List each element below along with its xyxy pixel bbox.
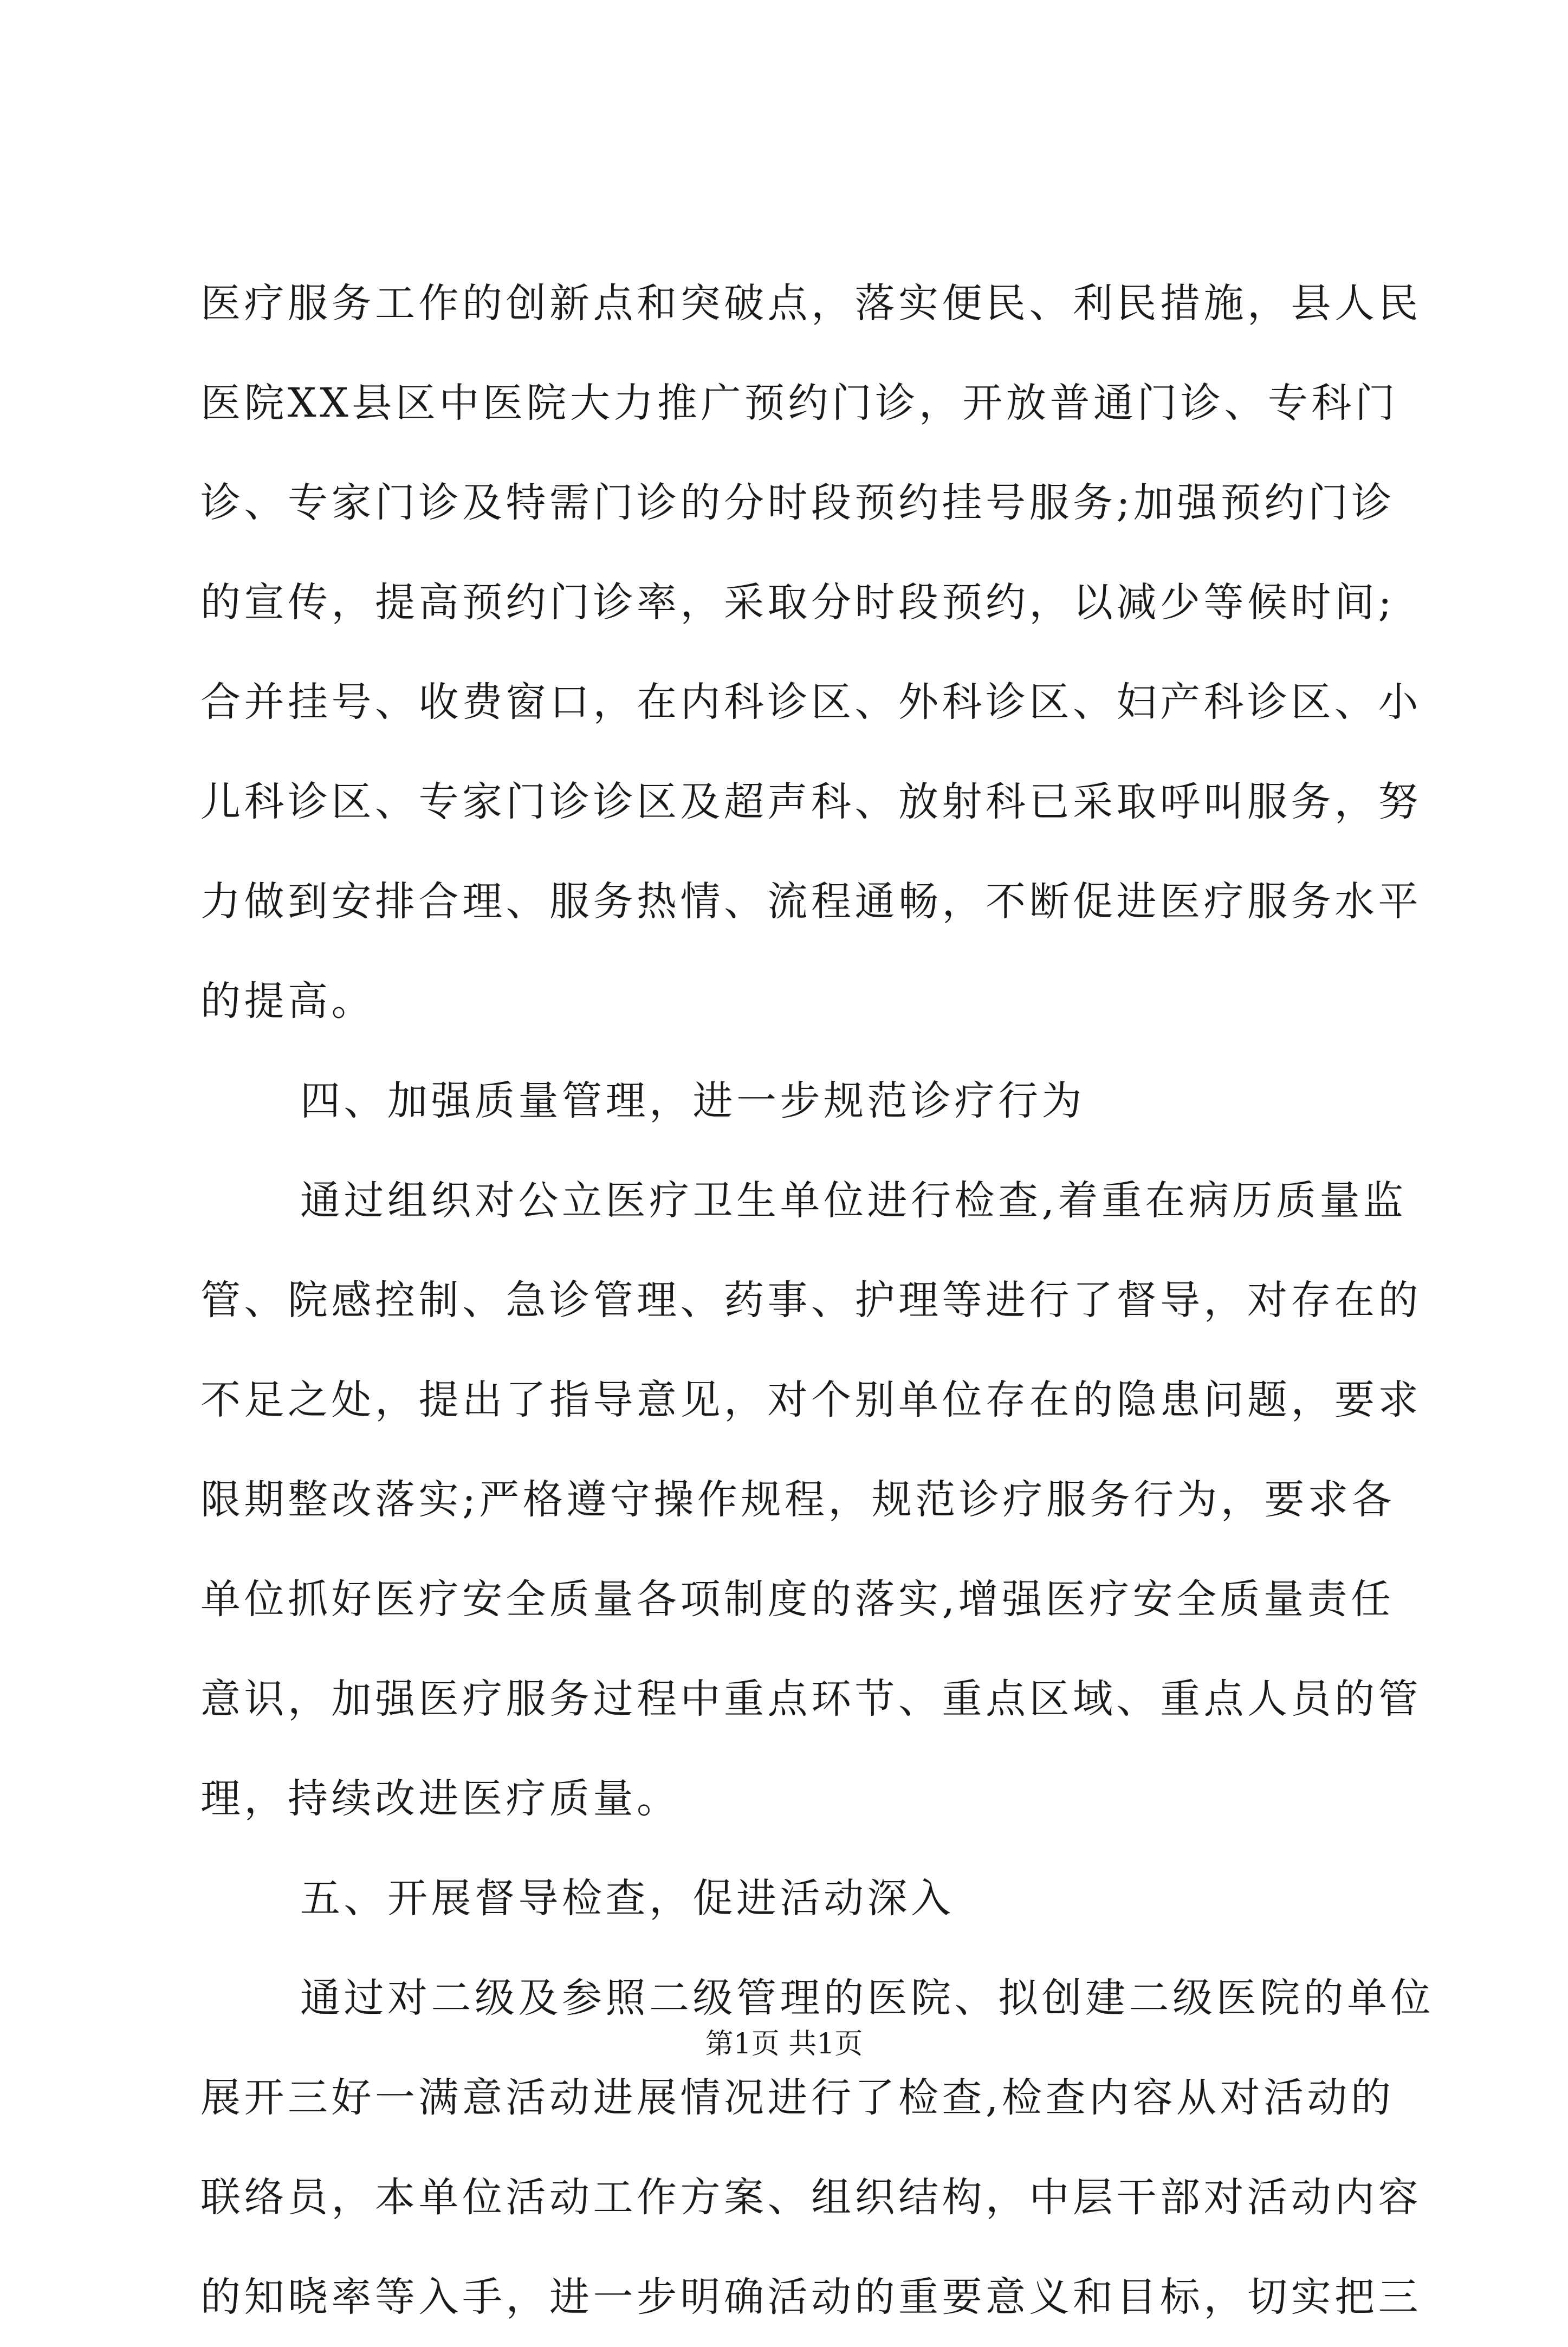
section-heading: 五、开展督导检查，促进活动深入 xyxy=(300,1875,955,1922)
text-line: 的宣传，提高预约门诊率，采取分时段预约，以减少等候时间; xyxy=(200,579,1395,626)
text-line: 通过组织对公立医疗卫生单位进行检查,着重在病历质量监 xyxy=(300,1177,1407,1224)
text-line: 单位抓好医疗安全质量各项制度的落实,增强医疗安全质量责任 xyxy=(200,1576,1395,1623)
text-line: 意识，加强医疗服务过程中重点环节、重点区域、重点人员的管 xyxy=(200,1676,1422,1722)
text-line: 诊、专家门诊及特需门诊的分时段预约挂号服务;加强预约门诊 xyxy=(200,479,1395,526)
section-heading: 四、加强质量管理，进一步规范诊疗行为 xyxy=(300,1078,1085,1124)
text-line: 限期整改落实;严格遵守操作规程，规范诊疗服务行为，要求各 xyxy=(200,1476,1395,1523)
text-line: 展开三好一满意活动进展情况进行了检查,检查内容从对活动的 xyxy=(200,2074,1395,2121)
text-line: 管、院感控制、急诊管理、药事、护理等进行了督导，对存在的 xyxy=(200,1277,1422,1324)
text-line: 不足之处，提出了指导意见，对个别单位存在的隐患问题，要求 xyxy=(200,1377,1422,1423)
text-line: 医院XX县区中医院大力推广预约门诊，开放普通门诊、专科门 xyxy=(200,380,1399,426)
text-line: 的知晓率等入手，进一步明确活动的重要意义和目标，切实把三 xyxy=(200,2274,1422,2320)
text-line: 儿科诊区、专家门诊诊区及超声科、放射科已采取呼叫服务，努 xyxy=(200,779,1422,825)
text-line: 力做到安排合理、服务热情、流程通畅，不断促进医疗服务水平 xyxy=(200,878,1422,925)
text-line: 理，持续改进医疗质量。 xyxy=(200,1775,681,1822)
page-number-footer: 第1页 共1页 xyxy=(705,2028,863,2060)
text-line: 医疗服务工作的创新点和突破点，落实便民、利民措施，县人民 xyxy=(200,280,1422,327)
text-line: 合并挂号、收费窗口，在内科诊区、外科诊区、妇产科诊区、小 xyxy=(200,679,1422,725)
text-line: 的提高。 xyxy=(200,978,375,1025)
text-line: 通过对二级及参照二级管理的医院、拟创建二级医院的单位 xyxy=(300,1975,1434,2021)
text-line: 联络员，本单位活动工作方案、组织结构，中层干部对活动内容 xyxy=(200,2174,1422,2221)
